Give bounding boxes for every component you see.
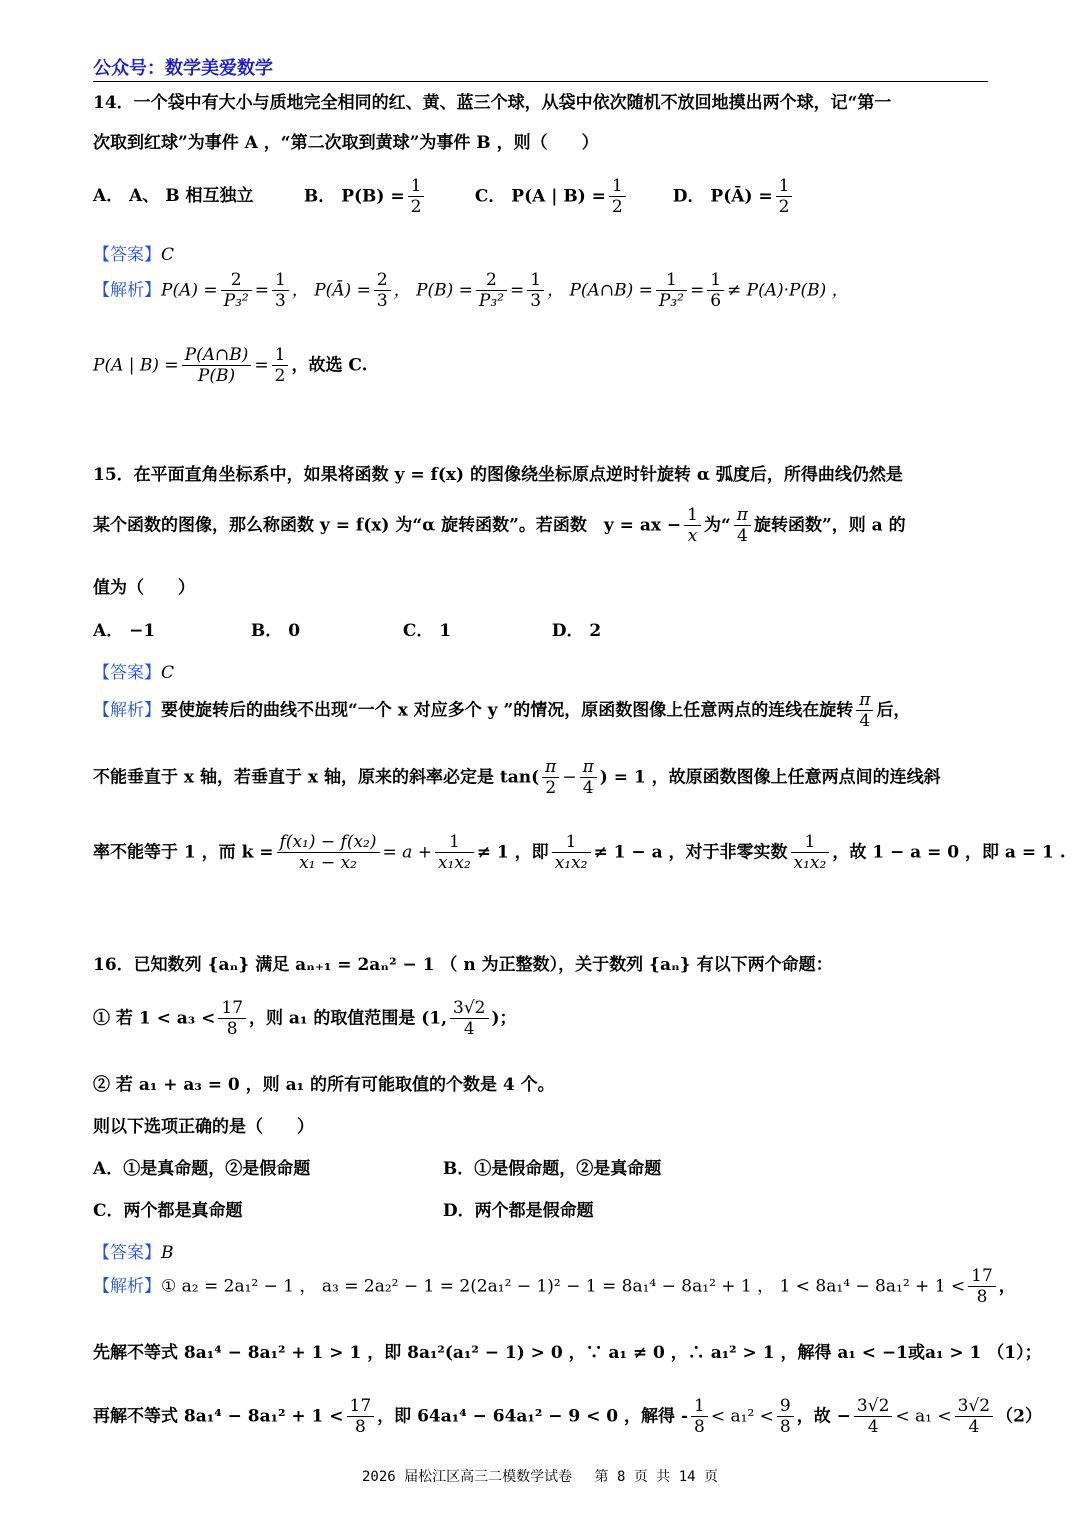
- fraction-numerator: 2: [221, 270, 252, 291]
- analysis-text: 再解不等式 8a₁⁴ − 8a₁² + 1 <: [93, 1406, 344, 1427]
- fraction-denominator: 2: [778, 197, 790, 218]
- fraction-numerator: 1: [707, 270, 724, 291]
- fraction-denominator: x₁x₂: [793, 853, 827, 874]
- analysis-fraction: [707, 270, 724, 312]
- analysis-text: 不能垂直于 x 轴，若垂直于 x 轴，原来的斜率必定是 tan(: [93, 767, 540, 788]
- analysis-fraction: [968, 1266, 996, 1308]
- q16-analysis-line1: [93, 1266, 1016, 1308]
- analysis-tag: 【解析】: [93, 280, 161, 301]
- q14-option-d-fraction: [776, 176, 793, 218]
- q16-line3: ② 若 a₁ + a₃ = 0 ，则 a₁ 的所有可能取值的个数是 4 个。: [93, 1075, 555, 1095]
- q16-fraction: [218, 998, 246, 1040]
- analysis-tag: 【解析】: [93, 700, 161, 721]
- q14-option-b-fraction: [408, 176, 425, 218]
- fraction-numerator: 3√2: [450, 998, 488, 1019]
- analysis-fraction: [856, 690, 873, 732]
- fraction-numerator: π: [580, 757, 597, 778]
- analysis-fraction: [955, 1396, 993, 1438]
- q16-text: ，则 a₁ 的取值范围是 (1,: [249, 1008, 448, 1029]
- analysis-text: P(A) =: [161, 280, 218, 301]
- q16-option-b: B．①是假命题，②是真命题: [442, 1159, 662, 1179]
- q15-text: 某个函数的图像，那么称函数 y = f(x) 为“α 旋转函数”。若函数 y = ax −: [93, 515, 682, 536]
- fraction-numerator: 1: [552, 832, 591, 853]
- fraction-numerator: π: [542, 757, 559, 778]
- q15-option-b: B． 0: [250, 621, 301, 641]
- fraction-numerator: 1: [527, 270, 544, 291]
- fraction-numerator: 1: [791, 832, 830, 853]
- analysis-fraction: [347, 1396, 375, 1438]
- analysis-fraction: [476, 270, 507, 312]
- q15-line2: [93, 505, 906, 547]
- analysis-text: ， P(B) =: [393, 280, 473, 301]
- q15-fraction: [734, 505, 751, 547]
- analysis-text: < a₁ <: [895, 1406, 952, 1427]
- q16-analysis-line3: [93, 1396, 1042, 1438]
- fraction-numerator: 1: [408, 176, 425, 197]
- fraction-denominator: 8: [694, 1417, 705, 1438]
- fraction-denominator: 2: [410, 197, 422, 218]
- analysis-fraction: [221, 270, 252, 312]
- analysis-text: ) = 1 ，故原函数图像上任意两点间的连线斜: [599, 767, 941, 788]
- fraction-denominator: 3: [376, 291, 388, 312]
- fraction-denominator: 8: [779, 1417, 791, 1438]
- q14-option-c: [475, 176, 667, 218]
- analysis-text: < a₁² <: [710, 1406, 774, 1427]
- q14-options: [93, 176, 795, 218]
- q15-text: 为“: [704, 515, 731, 536]
- q14-option-b: [304, 176, 469, 218]
- q16-options-row1: [93, 1154, 661, 1179]
- q16-text: ① 若 1 < a₃ <: [93, 1008, 216, 1029]
- q16-options-row2: [93, 1196, 594, 1221]
- fraction-numerator: 2: [476, 270, 507, 291]
- page-footer: 2026 届松江区高三二模数学试卷 第 8 页 共 14 页: [361, 1469, 718, 1485]
- fraction-numerator: 1: [656, 270, 687, 291]
- fraction-numerator: π: [856, 690, 873, 711]
- fraction-denominator: 8: [354, 1417, 366, 1438]
- analysis-text: =: [689, 280, 705, 301]
- analysis-fraction: [527, 270, 544, 312]
- q16-option-d: D．两个都是假命题: [442, 1201, 594, 1221]
- fraction-numerator: f(x₁) − f(x₂): [277, 832, 380, 853]
- header-rule: [93, 81, 988, 82]
- analysis-fraction: [691, 1396, 708, 1438]
- analysis-text: −: [562, 767, 577, 788]
- analysis-fraction: [580, 757, 597, 799]
- q15-analysis-line3: [93, 832, 1066, 874]
- fraction-denominator: 2: [611, 197, 623, 218]
- q14-option-d: [673, 176, 796, 218]
- q14-line1: 14．一个袋中有大小与质地完全相同的红、黄、蓝三个球，从袋中依次随机不放回地摸出两个球，记“第一: [93, 93, 892, 113]
- analysis-fraction: [542, 757, 559, 799]
- fraction-numerator: 1: [435, 832, 474, 853]
- q15-option-a: A． −1: [93, 621, 156, 641]
- fraction-denominator: 2: [545, 778, 557, 799]
- fraction-denominator: 3: [274, 291, 286, 312]
- fraction-numerator: 1: [691, 1396, 708, 1417]
- q16-option-a: A．①是真命题，②是假命题: [93, 1159, 311, 1179]
- analysis-fraction: [791, 832, 830, 874]
- fraction-denominator: 4: [859, 711, 871, 732]
- fraction-numerator: 17: [218, 998, 246, 1019]
- analysis-fraction: [272, 345, 289, 387]
- q15-fraction: [684, 505, 701, 547]
- q14-option-a: A． A、 B 相互独立: [93, 186, 254, 207]
- analysis-text: ， P(A∩B) =: [547, 280, 653, 301]
- analysis-text: 后，: [876, 700, 911, 721]
- analysis-text: ，故选 C.: [291, 355, 368, 376]
- fraction-numerator: 17: [347, 1396, 375, 1417]
- fraction-denominator: 4: [582, 778, 594, 799]
- fraction-denominator: 4: [463, 1019, 475, 1040]
- q14-line2: 次取到红球”为事件 A ，“第二次取到黄球”为事件 B ，则（ ）: [93, 133, 599, 153]
- q14-analysis-line1: [93, 270, 849, 312]
- answer-tag: 【答案】: [93, 245, 161, 265]
- analysis-text: （2）: [996, 1406, 1042, 1427]
- fraction-denominator: P₃²: [223, 291, 249, 312]
- q15-analysis-line2: [93, 757, 941, 799]
- q14-option-c-label: C． P(A | B) =: [474, 186, 606, 207]
- fraction-numerator: 1: [272, 345, 289, 366]
- analysis-text: ≠ P(A)·P(B) ，: [727, 280, 849, 301]
- fraction-denominator: x₁ − x₂: [299, 853, 357, 874]
- analysis-text: =: [254, 355, 269, 376]
- q16-line4: 则以下选项正确的是（ ）: [93, 1117, 314, 1137]
- fraction-numerator: P(A∩B): [182, 345, 252, 366]
- q15-option-c: C． 1: [402, 621, 452, 641]
- analysis-text: ，: [998, 1276, 1016, 1297]
- fraction-numerator: π: [734, 505, 751, 526]
- fraction-denominator: x₁x₂: [437, 853, 471, 874]
- fraction-numerator: 9: [777, 1396, 794, 1417]
- analysis-text: =: [254, 280, 269, 301]
- analysis-text: P(A | B) =: [93, 355, 179, 376]
- analysis-tag: 【解析】: [93, 1276, 161, 1297]
- analysis-fraction: [854, 1396, 892, 1438]
- analysis-text: ① a₂ = 2a₁² − 1 ， a₃ = 2a₂² − 1 = 2(2a₁² − 1)² − 1 = 8a₁⁴ − 8a₁² + 1 ， 1 < 8a₁⁴ − 8a₁² + 1 <: [161, 1276, 966, 1297]
- q14-option-c-fraction: [609, 176, 626, 218]
- analysis-fraction: [435, 832, 474, 874]
- fraction-denominator: P₃²: [658, 291, 684, 312]
- answer-tag: 【答案】: [93, 663, 161, 683]
- analysis-fraction: [277, 832, 380, 874]
- answer-value: C: [161, 245, 175, 265]
- analysis-text: =: [510, 280, 525, 301]
- analysis-text: 要使旋转后的曲线不出现“一个 x 对应多个 y ”的情况，原函数图像上任意两点的连线在旋转: [161, 700, 854, 721]
- analysis-fraction: [182, 345, 252, 387]
- answer-value: C: [161, 663, 175, 683]
- fraction-denominator: P₃²: [478, 291, 504, 312]
- fraction-denominator: P(B): [197, 366, 236, 387]
- analysis-fraction: [656, 270, 687, 312]
- analysis-text: ≠ 1 ，即: [476, 842, 549, 863]
- analysis-fraction: [374, 270, 391, 312]
- fraction-denominator: x: [687, 526, 698, 547]
- fraction-denominator: 2: [274, 366, 286, 387]
- analysis-text: ， P(Ā) =: [291, 280, 371, 301]
- q16-text: )；: [491, 1008, 517, 1029]
- q15-options: [93, 616, 601, 641]
- fraction-numerator: 1: [609, 176, 626, 197]
- answer-tag: 【答案】: [93, 1243, 161, 1263]
- q16-option-c: C．两个都是真命题: [93, 1201, 243, 1221]
- analysis-text: = a +: [382, 842, 432, 863]
- fraction-numerator: 1: [776, 176, 793, 197]
- fraction-numerator: 1: [684, 505, 701, 526]
- analysis-fraction: [272, 270, 289, 312]
- q14-option-b-label: B． P(B) =: [303, 186, 405, 207]
- q15-line1: 15．在平面直角坐标系中，如果将函数 y = f(x) 的图像绕坐标原点逆时针旋转 α 弧度后，所得曲线仍然是: [93, 465, 903, 485]
- q16-analysis-line2: 先解不等式 8a₁⁴ − 8a₁² + 1 > 1 ，即 8a₁²(a₁² − 1) > 0 ，∵ a₁ ≠ 0 ，∴ a₁² > 1 ，解得 a₁ < −1或a₁ > 1 （1）；: [93, 1343, 1042, 1363]
- header-label: 公众号：数学美爱数学: [93, 58, 273, 79]
- q16-fraction: [450, 998, 488, 1040]
- fraction-numerator: 2: [374, 270, 391, 291]
- analysis-fraction: [777, 1396, 794, 1438]
- q16-line1: 16．已知数列 {aₙ} 满足 aₙ₊₁ = 2aₙ² − 1 （ n 为正整数），关于数列 {aₙ} 有以下两个命题：: [93, 955, 833, 975]
- analysis-text: ≠ 1 − a ，对于非零实数: [593, 842, 788, 863]
- fraction-denominator: 6: [710, 291, 722, 312]
- q14-analysis-line2: [93, 345, 368, 387]
- fraction-denominator: x₁x₂: [554, 853, 588, 874]
- q15-text: 旋转函数”，则 a 的: [753, 515, 906, 536]
- fraction-numerator: 17: [968, 1266, 996, 1287]
- analysis-text: ，故 −: [796, 1406, 851, 1427]
- answer-value: B: [161, 1243, 174, 1263]
- analysis-text: ，故 1 − a = 0 ，即 a = 1 .: [832, 842, 1066, 863]
- fraction-denominator: 4: [736, 526, 748, 547]
- fraction-denominator: 8: [976, 1287, 988, 1308]
- q16-line2: [93, 998, 517, 1040]
- q15-line3: 值为（ ）: [93, 578, 195, 598]
- q16-answer: [93, 1238, 174, 1263]
- analysis-text: ，即 64a₁⁴ − 64a₁² − 9 < 0 ，解得 -: [377, 1406, 689, 1427]
- fraction-numerator: 1: [272, 270, 289, 291]
- analysis-text: 率不能等于 1 ，而 k =: [93, 842, 274, 863]
- q14-option-d-label: D． P(Ā) =: [672, 186, 773, 207]
- q15-answer: [93, 658, 174, 683]
- fraction-denominator: 3: [530, 291, 542, 312]
- fraction-denominator: 4: [867, 1417, 879, 1438]
- fraction-denominator: 4: [968, 1417, 980, 1438]
- fraction-numerator: 3√2: [955, 1396, 993, 1417]
- fraction-numerator: 3√2: [854, 1396, 892, 1417]
- q15-analysis-line1: [93, 690, 910, 732]
- q14-answer: [93, 240, 174, 265]
- fraction-denominator: 8: [226, 1019, 238, 1040]
- q15-option-d: D． 2: [551, 621, 602, 641]
- analysis-fraction: [552, 832, 591, 874]
